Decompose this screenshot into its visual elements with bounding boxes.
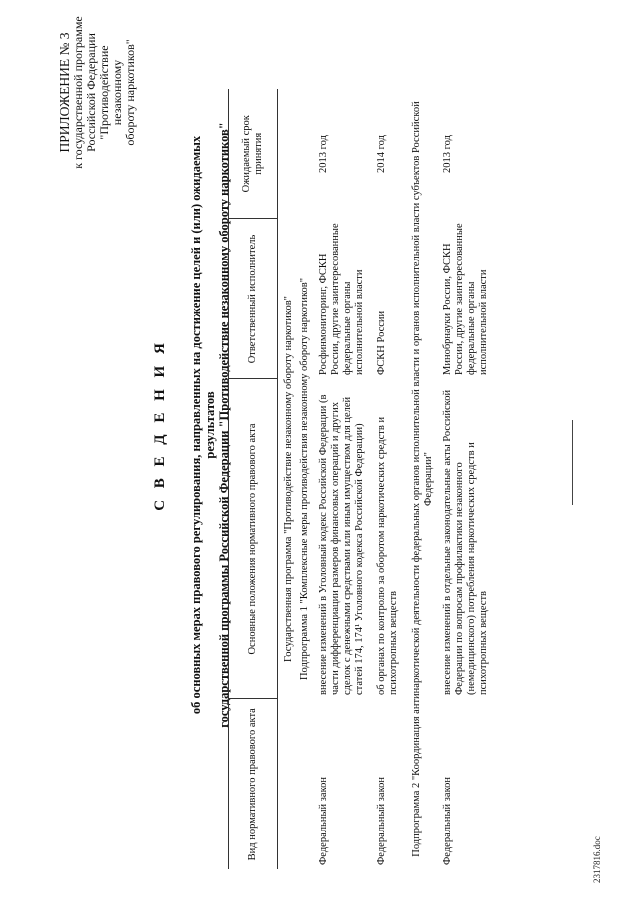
cell-act-type: Федеральный закон	[376, 776, 387, 865]
cell-executor: Минобрнауки России, ФСКН России, другие заинтересованные федеральные органы исполнительной власти	[442, 223, 489, 375]
table-row	[314, 89, 372, 869]
heading-title: С В Е Д Е Н И Я	[152, 339, 168, 511]
subprogram-title: Подпрограмма 1 "Комплексные меры противодействия незаконному обороту наркотиков"	[299, 277, 310, 681]
appendix-line: обороту наркотиков"	[123, 39, 137, 146]
document-file-code: 2317816.doc	[592, 836, 602, 883]
cell-act-type: Федеральный закон	[442, 776, 453, 865]
measures-table	[228, 89, 496, 869]
closing-divider	[572, 420, 573, 505]
table-row	[372, 89, 406, 869]
program-row	[278, 89, 298, 869]
cell-provisions: об органах по контролю за оборотом наркотических средств и психотропных веществ	[376, 416, 399, 695]
appendix-block	[58, 15, 137, 170]
table-header-row	[229, 89, 278, 869]
cell-deadline: 2013 год	[318, 135, 329, 173]
cell-provisions: внесение изменений в Уголовный кодекс Российской Федерации (в части дифференциации размеров финансовых операций и других сделок с денежными средствами или иным имуществом для целей статей 174, 174¹ Уголовного кодекса Российской Федерации)	[318, 394, 365, 695]
subprogram-row	[297, 89, 314, 869]
cell-deadline: 2013 год	[442, 135, 453, 173]
cell-executor: ФСКН России	[376, 310, 387, 375]
appendix-title: ПРИЛОЖЕНИЕ № 3	[57, 32, 72, 153]
measures-table-wrapper	[228, 89, 496, 869]
cell-deadline: 2014 год	[376, 135, 387, 173]
heading-subtitle-line: об основных мерах правового регулирования, направленных на достижение целей и (или) ожидаемых результатов	[189, 135, 217, 715]
cell-executor: Росфинмониторинг, ФСКН России, другие заинтересованные федеральные органы исполнительной власти	[318, 223, 365, 375]
appendix-line: "Противодействие незаконному	[97, 45, 124, 140]
subprogram-row	[406, 89, 438, 869]
appendix-line: Российской Федерации	[84, 33, 98, 152]
column-header-provisions: Основные положения нормативного правового акта	[229, 379, 278, 699]
table-row	[438, 89, 496, 869]
column-header-deadline: Ожидаемый срок принятия	[229, 89, 278, 219]
subprogram-title: Подпрограмма 2 "Координация антинаркотической деятельности федеральных органов исполнительной власти и органов исполнительной власти субъектов Российской Федерации"	[411, 101, 434, 857]
column-header-executor: Ответственный исполнитель	[229, 219, 278, 379]
column-header-act-type: Вид нормативного правового акта	[229, 699, 278, 869]
cell-act-type: Федеральный закон	[318, 776, 329, 865]
appendix-line: к государственной программе	[71, 16, 85, 169]
program-title: Государственная программа "Противодействие незаконному обороту наркотиков"	[283, 296, 294, 662]
document-heading	[152, 105, 231, 745]
cell-provisions: внесение изменений в отдельные законодательные акты Российской Федерации по вопросам профилактики незаконного (немедицинского) потребления наркотических средств и психотропных веществ	[442, 389, 489, 695]
heading-subtitle-line: государственной программы Российской Федерации "Противодействие незаконному обороту наркотиков"	[217, 122, 231, 728]
